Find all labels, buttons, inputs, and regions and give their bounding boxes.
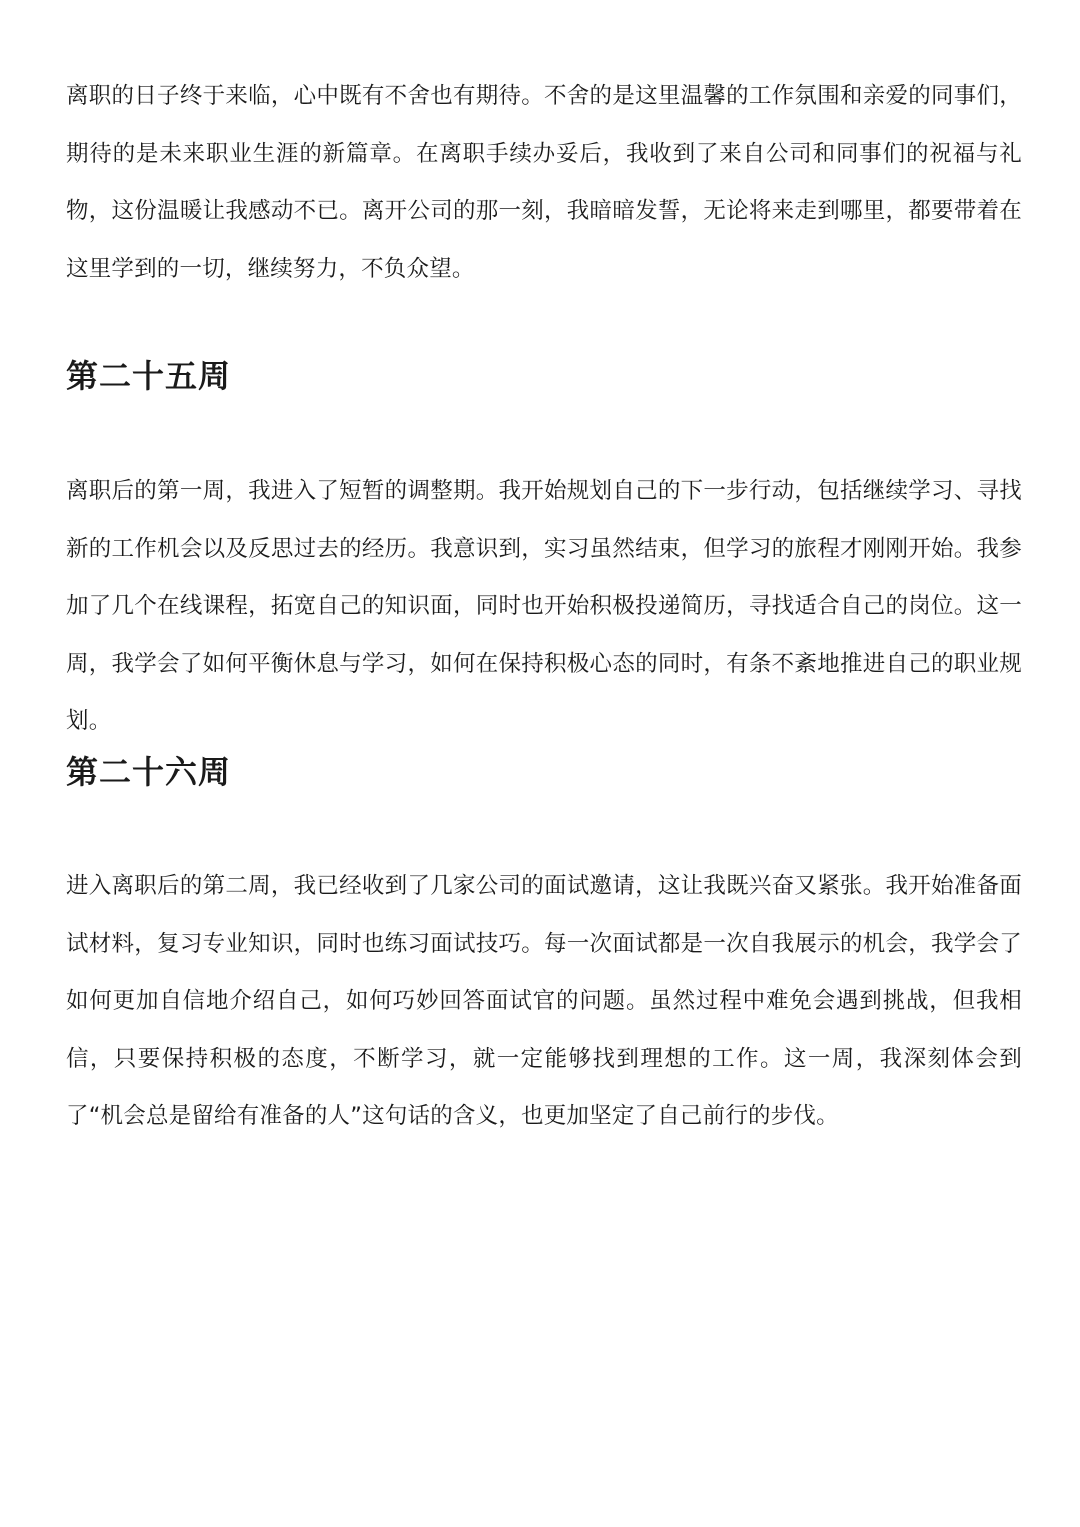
week-25-heading: 第二十五周 xyxy=(66,357,232,395)
week-26-paragraph: 进入离职后的第二周，我已经收到了几家公司的面试邀请，这让我既兴奋又紧张。我开始准备面试材料，复习专业知识，同时也练习面试技巧。每一次面试都是一次自我展示的机会，我学会了如何更加自信地介绍自己，如何巧妙回答面试官的问题。虽然过程中难免会遇到挑战，但我相信，只要保持积极的态度，不断学习，就一定能够找到理想的工作。这一周，我深刻体会到了“机会总是留给有准备的人”这句话的含义，也更加坚定了自己前行的步伐。 xyxy=(66,873,1022,1129)
week-26-heading: 第二十六周 xyxy=(66,753,232,791)
intro-paragraph: 离职的日子终于来临，心中既有不舍也有期待。不舍的是这里温馨的工作氛围和亲爱的同事们，期待的是未来职业生涯的新篇章。在离职手续办妥后，我收到了来自公司和同事们的祝福与礼物，这份温暖让我感动不已。离开公司的那一刻，我暗暗发誓，无论将来走到哪里，都要带着在这里学到的一切，继续努力，不负众望。 xyxy=(66,83,1022,282)
week-25-paragraph: 离职后的第一周，我进入了短暂的调整期。我开始规划自己的下一步行动，包括继续学习、寻找新的工作机会以及反思过去的经历。我意识到，实习虽然结束，但学习的旅程才刚刚开始。我参加了几个在线课程，拓宽自己的知识面，同时也开始积极投递简历，寻找适合自己的岗位。这一周，我学会了如何平衡休息与学习，如何在保持积极心态的同时，有条不紊地推进自己的职业规划。 xyxy=(66,478,1022,734)
